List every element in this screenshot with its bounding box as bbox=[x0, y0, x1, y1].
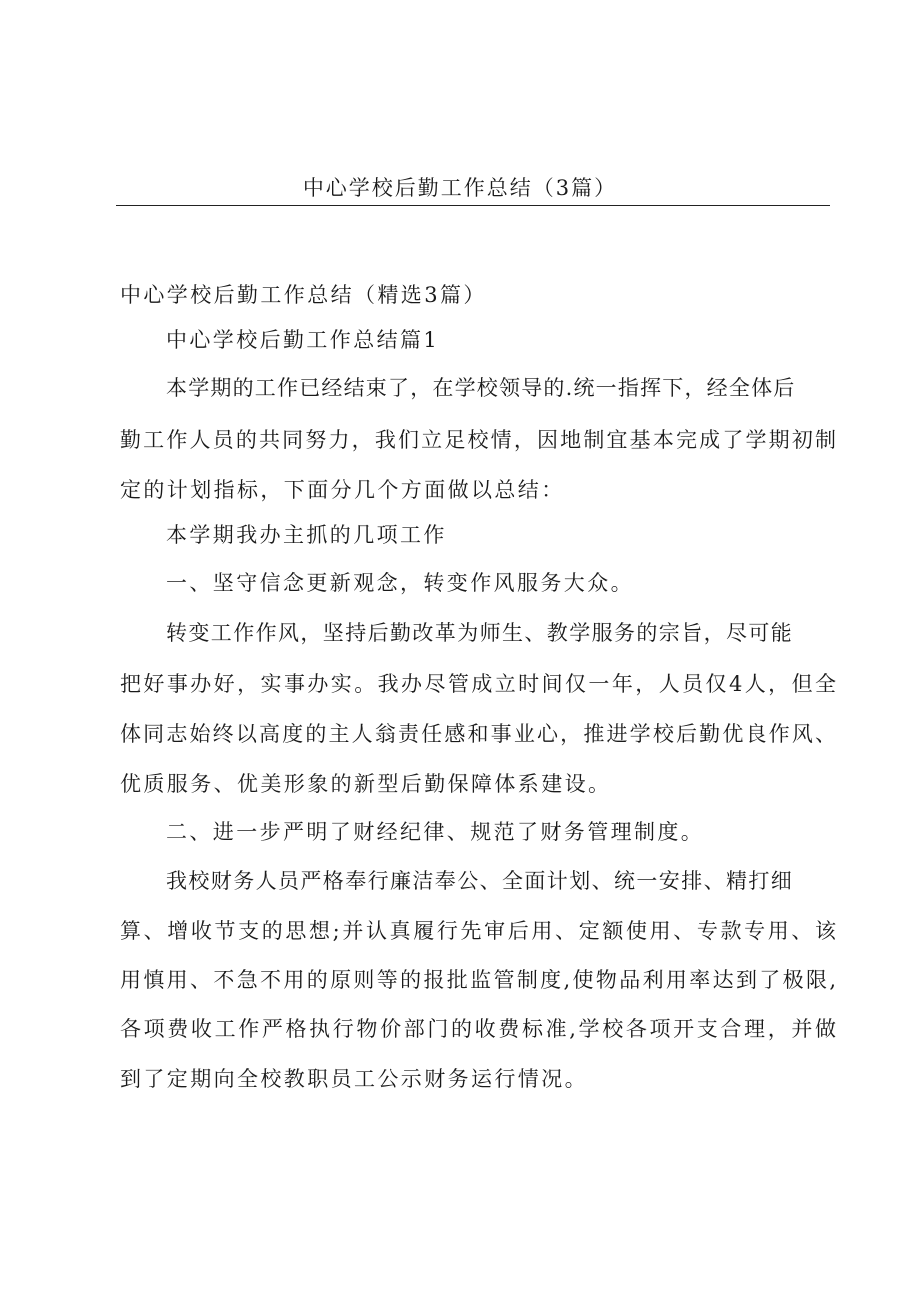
paragraph-1-line-2: 勤工作人员的共同努力，我们立足校情，因地制宜基本完成了学期初制 bbox=[120, 428, 836, 452]
paragraph-3-line-5: 到了定期向全校教职员工公示财务运行情况。 bbox=[120, 1067, 588, 1091]
paragraph-1-line-1: 本学期的工作已经结束了，在学校领导的.统一指挥下，经全体后 bbox=[166, 376, 796, 400]
item-heading-2: 二、进一步严明了财经纪律、规范了财务管理制度。 bbox=[166, 820, 705, 844]
document-title: 中心学校后勤工作总结（3篇） bbox=[302, 176, 618, 200]
section-heading-1: 中心学校后勤工作总结篇1 bbox=[166, 328, 440, 352]
paragraph-1-line-3: 定的计划指标，下面分几个方面做以总结： bbox=[120, 478, 565, 502]
paragraph-2-line-4: 优质服务、优美形象的新型后勤保障体系建设。 bbox=[120, 772, 612, 796]
paragraph-3-line-4: 各项费收工作严格执行物价部门的收费标准,学校各项开支合理，并做 bbox=[120, 1017, 836, 1041]
subheading-main-tasks: 本学期我办主抓的几项工作 bbox=[166, 523, 447, 547]
subtitle: 中心学校后勤工作总结（精选3篇） bbox=[120, 283, 487, 307]
paragraph-3-line-1: 我校财务人员严格奉行廉洁奉公、全面计划、统一安排、精打细 bbox=[166, 869, 794, 893]
item-heading-1: 一、坚守信念更新观念，转变作风服务大众。 bbox=[166, 571, 634, 595]
paragraph-3-line-3: 用慎用、不急不用的原则等的报批监管制度,使物品利用率达到了极限, bbox=[120, 968, 836, 992]
paragraph-2-line-3: 体同志始终以高度的主人翁责任感和事业心，推进学校后勤优良作风、 bbox=[120, 722, 836, 746]
paragraph-3-line-2: 算、增收节支的思想;并认真履行先审后用、定额使用、专款专用、该 bbox=[120, 919, 836, 943]
paragraph-2-line-1: 转变工作作风，坚持后勤改革为师生、教学服务的宗旨，尽可能 bbox=[166, 621, 794, 645]
title-underline bbox=[116, 205, 830, 206]
paragraph-2-line-2: 把好事办好，实事办实。我办尽管成立时间仅一年，人员仅4人，但全 bbox=[120, 672, 836, 696]
